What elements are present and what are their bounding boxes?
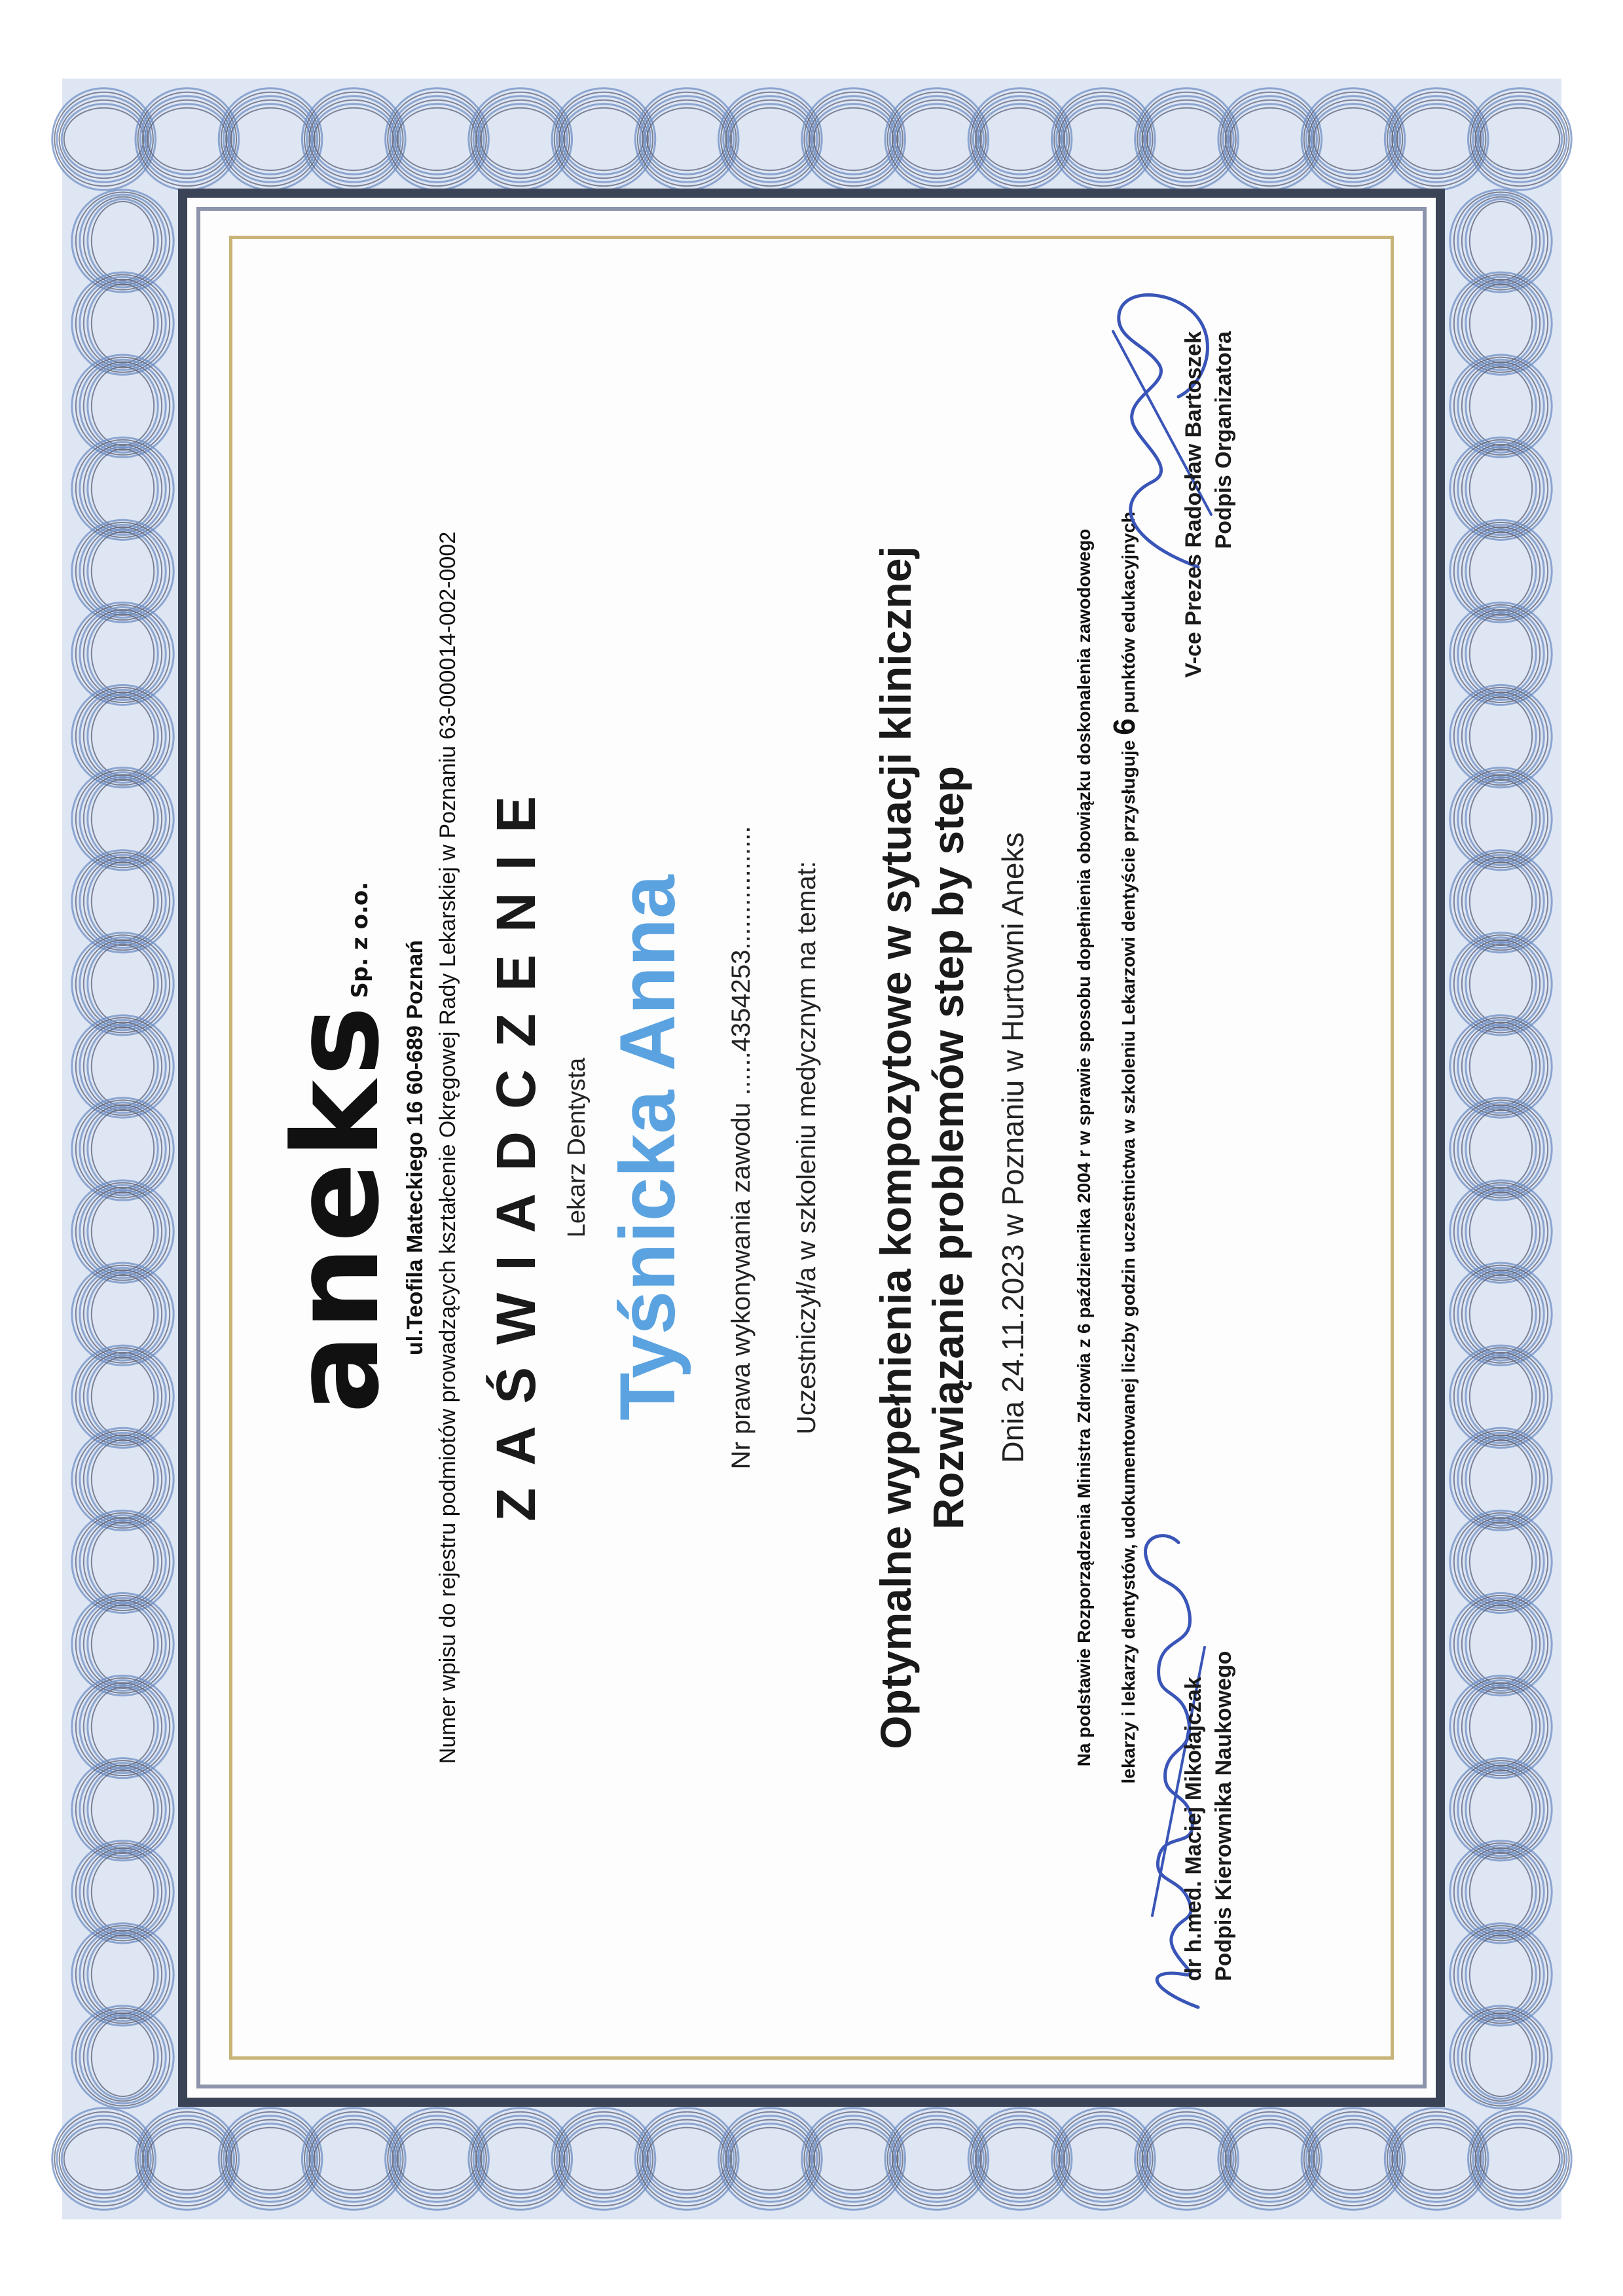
- organizer-role: Podpis Organizatora: [1211, 331, 1236, 549]
- legal-basis-text: lekarzy i lekarzy dentystów, udokumentowanej liczby godzin uczestnictwa w szkoleniu Lekarzowi dentyście przysługuje: [1118, 735, 1139, 1784]
- organizer-name: V-ce Prezes Radosław Bartoszek: [1181, 331, 1206, 678]
- profession: Lekarz Dentysta: [563, 1057, 591, 1238]
- organizer-block: [1178, 331, 1239, 855]
- logo-wordmark: aneks: [268, 1002, 405, 1414]
- training-topic-line1: Optymalne wypełnienia kompozytowe w sytuacji klinicznej: [871, 546, 920, 1749]
- issuer-registry: Numer wpisu do rejestru podmiotów prowadzących kształcenie Okręgowej Rady Lekarskiej w Poznaniu 63-000014-002-0002: [435, 531, 460, 1764]
- scientific-director-name: dr h.med. Maciej Mikołajczak: [1181, 1677, 1206, 1981]
- legal-basis-suffix: punktów edukacyjnych: [1118, 511, 1139, 719]
- certificate-title: ZAŚWIADCZENIE: [485, 774, 547, 1522]
- training-date-place: Dnia 24.11.2023 w Poznaniu w Hurtowni Aneks: [996, 832, 1030, 1463]
- aneks-logo: [268, 236, 405, 2060]
- training-topic-line2: Rozwiązanie problemów step by step: [924, 765, 972, 1530]
- participation-text: Uczestniczył/a w szkoleniu medycznym na temat:: [792, 861, 821, 1434]
- scientific-director-block: [1178, 1457, 1239, 1981]
- education-points: 6: [1107, 718, 1141, 735]
- logo-suffix: Sp. z o.o.: [347, 881, 373, 998]
- issuer-address: ul.Teofila Mateckiego 16 60-689 Poznań: [403, 939, 428, 1356]
- recipient-name: Tyśnicka Anna: [604, 875, 691, 1421]
- certificate-content: [229, 236, 1394, 2060]
- license-number: Nr prawa wykonywania zawodu ......4354253.................: [727, 826, 756, 1470]
- scientific-director-role: Podpis Kierownika Naukowego: [1211, 1650, 1236, 1981]
- legal-basis-line1: Na podstawie Rozporządzenia Ministra Zdrowia z 6 października 2004 r w sprawie sposobu dopełnienia obowiązku doskonalenia zawodowego: [1074, 528, 1094, 1767]
